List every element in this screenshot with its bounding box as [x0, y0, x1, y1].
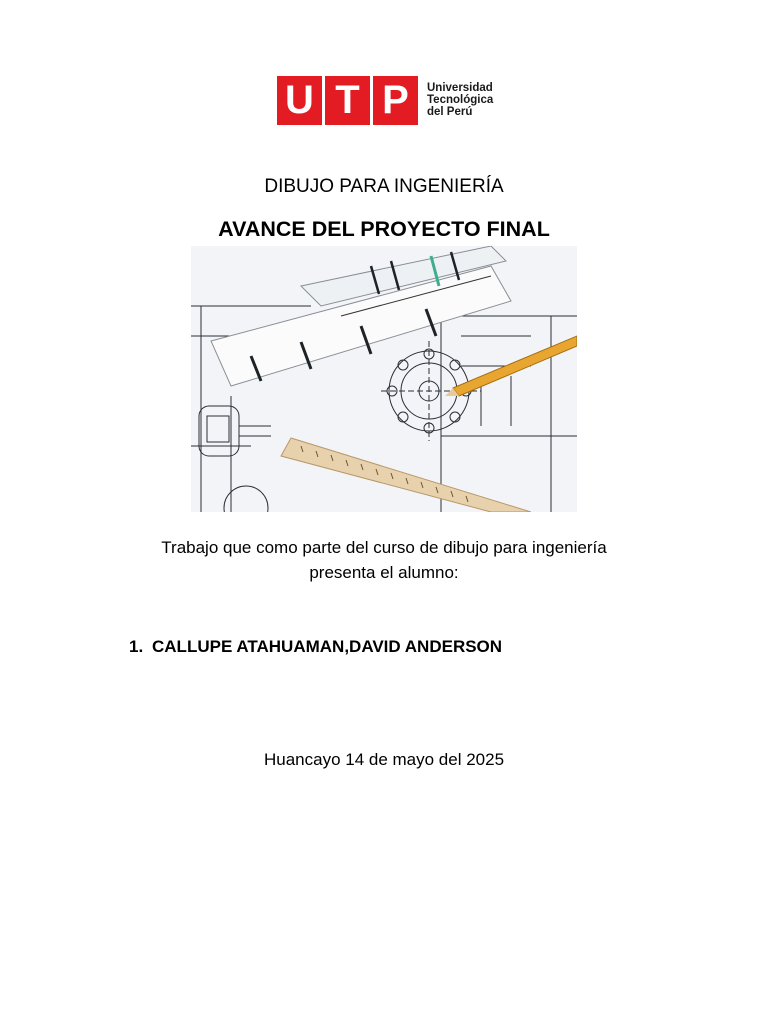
logo-line-1: Universidad [427, 82, 493, 94]
intro-line-2: presenta el alumno: [309, 563, 459, 582]
utp-logo-mark [277, 76, 418, 125]
logo-letter-u: U [277, 76, 322, 125]
logo-line-3: del Perú [427, 106, 473, 118]
document-title: AVANCE DEL PROYECTO FINAL [218, 217, 550, 241]
utp-logo [277, 75, 517, 125]
logo-letter-t: T [325, 76, 370, 125]
logo-letter-p: P [373, 76, 418, 125]
logo-wordmark [427, 82, 493, 118]
place-date: Huancayo 14 de mayo del 2025 [263, 750, 505, 769]
blueprint-illustration [191, 246, 577, 512]
intro-text [0, 535, 768, 585]
course-name: DIBUJO PARA INGENIERÍA [264, 176, 504, 197]
student-number: 1. [129, 637, 144, 656]
intro-line-1: Trabajo que como parte del curso de dibujo para ingeniería [161, 538, 607, 557]
technical-drawing-image [191, 246, 577, 512]
student-name: CALLUPE ATAHUAMAN,DAVID ANDERSON [152, 637, 503, 656]
student-list-item [129, 637, 502, 657]
logo-line-2: Tecnológica [427, 94, 494, 106]
